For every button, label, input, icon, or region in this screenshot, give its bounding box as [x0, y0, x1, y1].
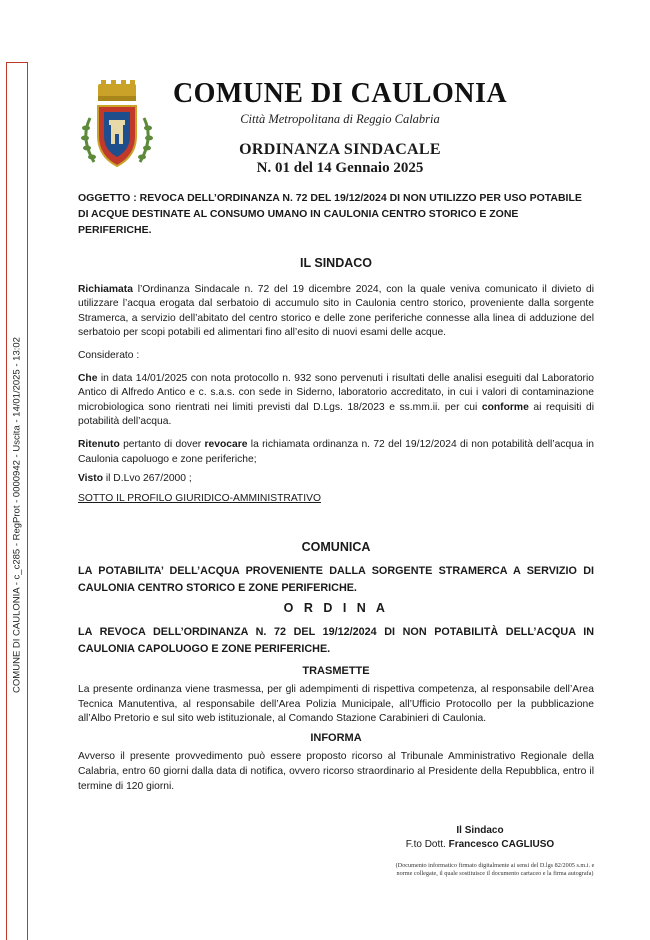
- signature-role: Il Sindaco: [456, 825, 504, 836]
- visto-paragraph: [78, 472, 594, 487]
- informa-text: Avverso il presente provvedimento può essere proposto ricorso al Tribunale Amministrativo Regionale della Calabria, entro 60 giorni dalla data di notifica, ovvero ricorso straordinario al Presidente della Repubblica, entro il termine di 120 giorni.: [78, 751, 594, 792]
- sindaco-heading: IL SINDACO: [300, 256, 372, 270]
- municipal-crest-icon: [76, 78, 158, 174]
- visto-lead: Visto: [78, 473, 103, 485]
- ritenuto-lead: Ritenuto: [78, 438, 120, 450]
- ritenuto-text-2: la richiamata ordinanza n. 72 del 19/12/2024 di non potabilità dell’acqua in Caulonia capoluogo e zone periferiche;: [78, 438, 594, 465]
- che-text-2: ai requisiti di potabilità dell’acqua.: [78, 401, 595, 428]
- ordinance-title: ORDINANZA SINDACALE: [239, 141, 441, 158]
- signature-name: Francesco CAGLIUSO: [448, 839, 555, 850]
- ordina-text: LA REVOCA DELL’ORDINANZA N. 72 DEL 19/12/2024 DI NON POTABILITÀ DELL’ACQUA IN CAULONIA CAPOLUOGO E ZONE PERIFERICHE.: [78, 625, 594, 655]
- digital-signature-footnote: (Documento informatico firmato digitalmente ai sensi del D.lgs 82/2005 s.m.i. e norme collegate, il quale sostituisce il documento cartaceo e la firma autografa): [395, 862, 595, 878]
- document-body: [78, 190, 594, 794]
- ritenuto-text-1: pertanto di dover: [119, 438, 205, 450]
- ritenuto-paragraph: [78, 438, 594, 467]
- signature-block: [380, 824, 580, 852]
- che-text-1: in data 14/01/2025 con nota protocollo n. 932 sono pervenuti i risultati delle analisi eseguiti dal Laboratorio Antico di Alfredo Antico e c. s.a.s. con sede in Siderno, laboratorio accreditato, in cui i valori di contaminazione microbiologica sono rientrati nei limiti previsti dal D.Lgs. 18/2023 e ss.mm.ii. per cui: [78, 372, 594, 413]
- ordinance-number: N. 01 del 14 Gennaio 2025: [256, 160, 424, 176]
- subject-line: OGGETTO : REVOCA DELL’ORDINANZA N. 72 DEL 19/12/2024 DI NON UTILIZZO PER USO POTABILE DI ACQUE DESTINATE AL CONSUMO UMANO IN CAULONIA CENTRO STORICO E ZONE PERIFERICHE.: [78, 192, 582, 236]
- document-header: [160, 78, 520, 177]
- municipality-subtitle: Città Metropolitana di Reggio Calabria: [240, 112, 440, 126]
- comunica-heading: COMUNICA: [301, 540, 371, 555]
- visto-text: il D.Lvo 267/2000 ;: [103, 473, 192, 485]
- considerato-label: Considerato :: [78, 349, 140, 361]
- richiamata-lead: Richiamata: [78, 283, 133, 295]
- che-bold: conforme: [481, 401, 529, 413]
- trasmette-heading: TRASMETTE: [302, 664, 370, 677]
- municipality-title: COMUNE DI CAULONIA: [172, 78, 508, 109]
- protocol-stamp: COMUNE DI CAULONIA - c_c285 - RegProt - 0000942 - Uscita - 14/01/2025 - 13:02: [11, 337, 23, 693]
- che-lead: Che: [78, 372, 98, 384]
- che-paragraph: [78, 372, 594, 430]
- trasmette-text: La presente ordinanza viene trasmessa, per gli adempimenti di rispettiva competenza, al responsabile dell’Area Tecnica Manutentiva, al responsabile dell’Area Polizia Municipale, all’Ufficio Protocollo per la pubblicazione all’Albo Pretorio e sul sito web istituzionale, al Comando Stazione Carabinieri di Caulonia.: [78, 684, 594, 725]
- richiamata-paragraph: [78, 283, 594, 341]
- ritenuto-bold: revocare: [204, 438, 248, 450]
- signature-name-line: [380, 838, 580, 852]
- comunica-text: LA POTABILITA’ DELL’ACQUA PROVENIENTE DALLA SORGENTE STRAMERCA A SERVIZIO DI CAULONIA CENTRO STORICO E ZONE PERIFERICHE.: [78, 564, 594, 594]
- signature-prefix: F.to Dott.: [405, 839, 449, 850]
- richiamata-text: l’Ordinanza Sindacale n. 72 del 19 dicembre 2024, con la quale veniva comunicato il divieto di utilizzare l’acqua erogata dal serbatoio di accumulo sito in Caulonia centro storico, proveniente dalla sorgente Stramerca, a servizio dell’abitato del centro storico e delle zone periferiche connesse alla linea di adduzione del serbatoio per scopi potabili ed alimentari fino all’esito di nuovi esami delle acque.: [78, 283, 594, 339]
- informa-heading: INFORMA: [310, 731, 362, 744]
- ordina-heading: O R D I N A: [283, 600, 389, 615]
- profilo-line: SOTTO IL PROFILO GIURIDICO-AMMINISTRATIVO: [78, 492, 321, 504]
